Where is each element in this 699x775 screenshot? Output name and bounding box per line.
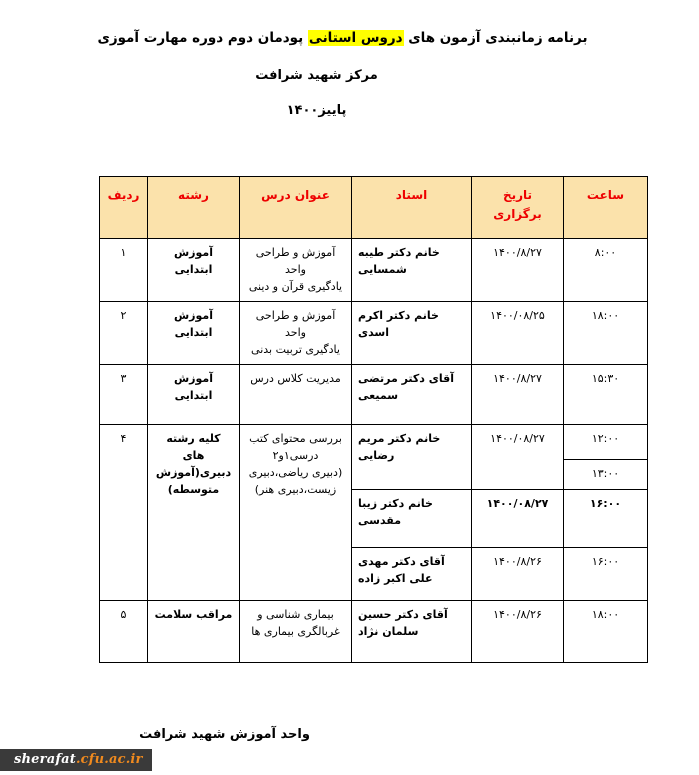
cell-date: ۱۴۰۰/۰۸/۲۷: [472, 490, 564, 548]
instructor-line2: مقدسی: [358, 514, 402, 528]
document-header: [0, 0, 699, 118]
watermark-domain: .cfu.ac.ir: [75, 752, 143, 767]
instructor-line2: سلمان نژاد: [358, 625, 419, 639]
cell-row-number: ۵: [100, 601, 148, 663]
center-name: مرکز شهید شرافت: [255, 67, 378, 83]
table-header-row: [100, 177, 648, 239]
cell-course: [240, 365, 352, 425]
page-title-suffix: پودمان دوم دوره مهارت آموزی: [97, 30, 308, 46]
cell-field: [148, 425, 240, 601]
column-header-instructor: استاد: [352, 177, 472, 239]
cell-row-number: ۲: [100, 302, 148, 365]
table-row: [100, 302, 648, 365]
instructor-line1: آقای دکتر حسین: [358, 608, 448, 621]
cell-row-number: ۴: [100, 425, 148, 601]
instructor-line2: رضایی: [358, 449, 395, 463]
course-line1: آموزش و طراحی واحد: [255, 246, 336, 277]
cell-time: ۱۸:۰۰: [564, 601, 648, 663]
page-title-prefix: برنامه زمانبندی آزمون های: [403, 30, 588, 46]
table-row: [100, 601, 648, 663]
cell-field: آموزش ابتدایی: [148, 302, 240, 365]
course-line1: بیماری شناسی و: [257, 608, 334, 621]
cell-instructor: [352, 425, 472, 490]
course-line1: بررسی محتوای کتب: [249, 432, 342, 445]
cell-row-number: ۳: [100, 365, 148, 425]
column-header-row-number: ردیف: [100, 177, 148, 239]
column-header-course: عنوان درس: [240, 177, 352, 239]
cell-date: ۱۴۰۰/۰۸/۲۷: [472, 425, 564, 490]
cell-time: ۱۶:۰۰: [564, 490, 648, 548]
cell-time: ۱۵:۳۰: [564, 365, 648, 425]
page-title: [0, 30, 699, 47]
table-row: [100, 239, 648, 302]
cell-course: [240, 425, 352, 601]
instructor-line1: آقای دکتر مهدی: [358, 555, 445, 568]
cell-instructor: [352, 239, 472, 302]
cell-time: ۱۲:۰۰: [564, 425, 648, 460]
column-header-date-line1: تاریخ: [502, 188, 533, 202]
instructor-line1: خانم دکتر اکرم: [358, 309, 439, 322]
field-line1: کلیه رشته های: [166, 432, 221, 463]
instructor-line1: خانم دکتر طیبه: [358, 246, 440, 259]
cell-date: ۱۴۰۰/۸/۲۶: [472, 548, 564, 601]
cell-date: ۱۴۰۰/۰۸/۲۵: [472, 302, 564, 365]
cell-instructor: [352, 302, 472, 365]
instructor-line2: علی اکبر زاده: [358, 572, 433, 586]
instructor-line2: اسدی: [358, 326, 390, 340]
instructor-line1: خانم دکتر مریم: [358, 432, 441, 445]
site-watermark: [0, 749, 152, 771]
page-title-highlight: دروس استانی: [308, 30, 403, 46]
cell-course: [240, 601, 352, 663]
column-header-field: رشته: [148, 177, 240, 239]
field-line3: متوسطه): [167, 483, 220, 497]
cell-field: آموزش ابتدایی: [148, 239, 240, 302]
cell-date: ۱۴۰۰/۸/۲۷: [472, 365, 564, 425]
course-line4: زیست،دبیری هنر): [254, 483, 337, 497]
course-line2: یادگیری تربیت بدنی: [251, 343, 340, 357]
cell-instructor: [352, 601, 472, 663]
cell-date: ۱۴۰۰/۸/۲۷: [472, 239, 564, 302]
cell-field: آموزش ابتدایی: [148, 365, 240, 425]
instructor-line2: شمسایی: [358, 263, 407, 277]
schedule-table-container: [100, 176, 648, 663]
cell-time: ۱۳:۰۰: [564, 460, 648, 490]
cell-time: ۱۶:۰۰: [564, 548, 648, 601]
cell-course: [240, 302, 352, 365]
table-row: [100, 425, 648, 460]
cell-course: [240, 239, 352, 302]
footer-department: واحد آموزش شهید شرافت: [139, 727, 310, 742]
instructor-line1: آقای دکتر مرتضی: [358, 372, 454, 385]
column-header-time: ساعت: [564, 177, 648, 239]
column-header-date: [472, 177, 564, 239]
course-line2: غربالگری بیماری ها: [251, 625, 340, 639]
cell-row-number: ۱: [100, 239, 148, 302]
cell-time: ۸:۰۰: [564, 239, 648, 302]
instructor-line1: خانم دکتر زیبا: [358, 497, 433, 510]
table-row: [100, 365, 648, 425]
course-line3: (دبیری ریاضی،دبیری: [248, 466, 343, 480]
course-line2: درسی۱و۲: [272, 449, 319, 463]
course-line1: آموزش و طراحی واحد: [255, 309, 336, 340]
cell-date: ۱۴۰۰/۸/۲۶: [472, 601, 564, 663]
exam-schedule-table: [99, 176, 648, 663]
cell-field: مراقب سلامت: [148, 601, 240, 663]
field-line2: دبیری(آموزش: [155, 466, 232, 480]
course-line2: یادگیری قرآن و دینی: [248, 280, 343, 294]
instructor-line2: سمیعی: [358, 389, 399, 403]
term-label: پاییز۱۴۰۰: [286, 102, 347, 118]
cell-instructor: [352, 548, 472, 601]
cell-instructor: [352, 365, 472, 425]
course-line1: مدیریت کلاس درس: [250, 372, 341, 385]
cell-time: ۱۸:۰۰: [564, 302, 648, 365]
column-header-date-line2: برگزاری: [493, 206, 542, 221]
cell-instructor: [352, 490, 472, 548]
watermark-name: sherafat: [14, 752, 76, 767]
